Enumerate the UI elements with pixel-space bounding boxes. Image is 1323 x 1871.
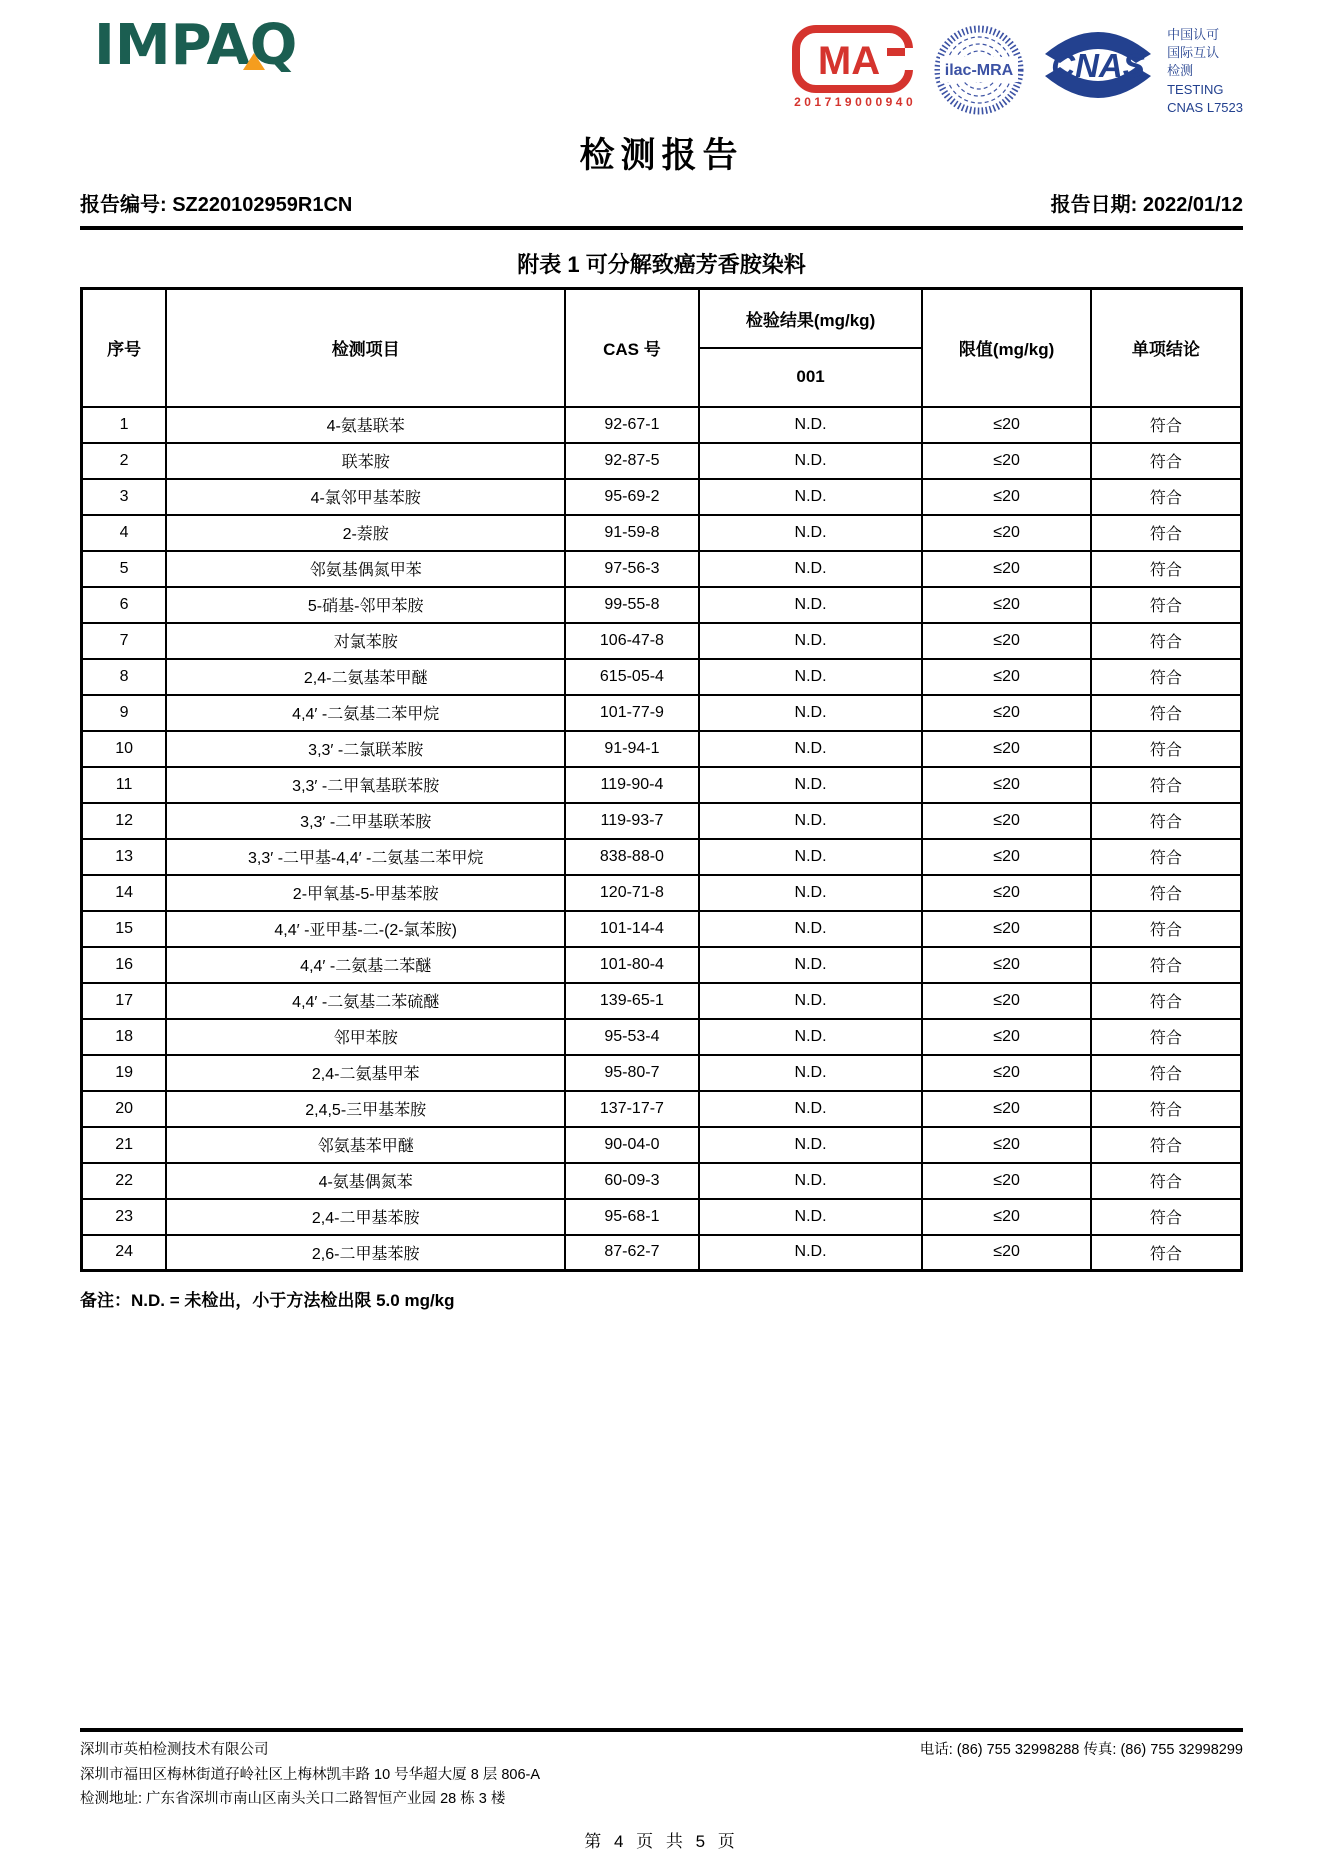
cell-limit: ≤20	[922, 731, 1090, 767]
cell-limit: ≤20	[922, 443, 1090, 479]
cell-item: 2-甲氧基-5-甲基苯胺	[166, 875, 565, 911]
cell-item: 2,4,5-三甲基苯胺	[166, 1091, 565, 1127]
table-row	[82, 911, 1242, 947]
footer-phone-fax: 电话: (86) 755 32998288 传真: (86) 755 32998299	[919, 1742, 1243, 1759]
cell-conclusion: 符合	[1091, 947, 1242, 983]
cell-no: 21	[82, 1127, 167, 1163]
cell-no: 10	[82, 731, 167, 767]
table-row	[82, 443, 1242, 479]
cell-cas: 101-80-4	[565, 947, 698, 983]
cell-conclusion: 符合	[1091, 875, 1242, 911]
cell-result: N.D.	[699, 551, 923, 587]
ilac-mra-stamp-icon	[933, 24, 1025, 116]
cell-no: 17	[82, 983, 167, 1019]
cell-result: N.D.	[699, 731, 923, 767]
table-row	[82, 983, 1242, 1019]
cell-conclusion: 符合	[1091, 911, 1242, 947]
report-number: 报告编号: SZ220102959R1CN	[80, 194, 353, 216]
cell-cas: 95-68-1	[565, 1199, 698, 1235]
cell-conclusion: 符合	[1091, 443, 1242, 479]
cell-item: 邻甲苯胺	[166, 1019, 565, 1055]
footer-company-row	[80, 1738, 1243, 1763]
cell-cas: 99-55-8	[565, 587, 698, 623]
cell-limit: ≤20	[922, 839, 1090, 875]
table-row	[82, 659, 1242, 695]
cell-no: 16	[82, 947, 167, 983]
cell-no: 14	[82, 875, 167, 911]
table-row	[82, 839, 1242, 875]
cnas-line: 国际互认	[1167, 45, 1220, 61]
cell-cas: 139-65-1	[565, 983, 698, 1019]
cell-no: 13	[82, 839, 167, 875]
cell-result: N.D.	[699, 1163, 923, 1199]
cell-item: 邻氨基苯甲醚	[166, 1127, 565, 1163]
cell-result: N.D.	[699, 1127, 923, 1163]
cell-item: 2,4-二氨基苯甲醚	[166, 659, 565, 695]
cell-item: 4-氯邻甲基苯胺	[166, 479, 565, 515]
cell-result: N.D.	[699, 875, 923, 911]
impaq-logo	[80, 13, 298, 78]
cell-conclusion: 符合	[1091, 551, 1242, 587]
cell-result: N.D.	[699, 983, 923, 1019]
cell-item: 4,4′ -二氨基二苯甲烷	[166, 695, 565, 731]
cell-limit: ≤20	[922, 587, 1090, 623]
cell-no: 6	[82, 587, 167, 623]
cell-limit: ≤20	[922, 695, 1090, 731]
cell-no: 24	[82, 1235, 167, 1271]
cell-item: 4,4′ -二氨基二苯硫醚	[166, 983, 565, 1019]
col-header-sample-id: 001	[699, 348, 923, 407]
cell-limit: ≤20	[922, 983, 1090, 1019]
cnas-line: 中国认可	[1167, 27, 1220, 42]
cell-result: N.D.	[699, 947, 923, 983]
cell-limit: ≤20	[922, 659, 1090, 695]
cell-item: 3,3′ -二氯联苯胺	[166, 731, 565, 767]
results-table	[80, 287, 1243, 1272]
cell-result: N.D.	[699, 767, 923, 803]
cell-cas: 95-80-7	[565, 1055, 698, 1091]
results-table-body	[82, 407, 1242, 1271]
cell-conclusion: 符合	[1091, 1127, 1242, 1163]
cell-conclusion: 符合	[1091, 731, 1242, 767]
cell-cas: 92-67-1	[565, 407, 698, 443]
cell-limit: ≤20	[922, 407, 1090, 443]
table-row	[82, 875, 1242, 911]
table-row	[82, 515, 1242, 551]
cell-no: 5	[82, 551, 167, 587]
cell-result: N.D.	[699, 1235, 923, 1271]
cell-no: 15	[82, 911, 167, 947]
cell-no: 20	[82, 1091, 167, 1127]
cnas-logo	[1039, 24, 1243, 117]
cell-no: 23	[82, 1199, 167, 1235]
col-header-no: 序号	[82, 289, 167, 407]
cell-item: 4-氨基偶氮苯	[166, 1163, 565, 1199]
cell-limit: ≤20	[922, 767, 1090, 803]
cell-limit: ≤20	[922, 947, 1090, 983]
cell-limit: ≤20	[922, 911, 1090, 947]
cell-no: 12	[82, 803, 167, 839]
cell-cas: 91-59-8	[565, 515, 698, 551]
cnas-line: CNAS L7523	[1167, 99, 1243, 115]
cell-cas: 95-53-4	[565, 1019, 698, 1055]
cell-result: N.D.	[699, 659, 923, 695]
cell-no: 22	[82, 1163, 167, 1199]
cell-conclusion: 符合	[1091, 1091, 1242, 1127]
cell-cas: 101-14-4	[565, 911, 698, 947]
cell-cas: 95-69-2	[565, 479, 698, 515]
table-row	[82, 1199, 1242, 1235]
cell-conclusion: 符合	[1091, 407, 1242, 443]
cell-limit: ≤20	[922, 1091, 1090, 1127]
table-row	[82, 947, 1242, 983]
cell-cas: 97-56-3	[565, 551, 698, 587]
cell-no: 7	[82, 623, 167, 659]
cell-conclusion: 符合	[1091, 1163, 1242, 1199]
table-title: 附表 1 可分解致癌芳香胺染料	[517, 252, 806, 277]
cell-cas: 87-62-7	[565, 1235, 698, 1271]
cell-item: 4-氨基联苯	[166, 407, 565, 443]
cell-cas: 119-93-7	[565, 803, 698, 839]
cell-conclusion: 符合	[1091, 695, 1242, 731]
cell-limit: ≤20	[922, 1199, 1090, 1235]
cma-label: MA	[818, 39, 881, 83]
cnas-line: 检测	[1167, 63, 1194, 79]
cell-item: 邻氨基偶氮甲苯	[166, 551, 565, 587]
table-row	[82, 1091, 1242, 1127]
cell-cas: 91-94-1	[565, 731, 698, 767]
footer-address-2: 检测地址: 广东省深圳市南山区南头关口二路智恒产业园 28 栋 3 楼	[80, 1791, 506, 1808]
cell-no: 2	[82, 443, 167, 479]
col-header-conclusion: 单项结论	[1091, 289, 1242, 407]
cell-conclusion: 符合	[1091, 983, 1242, 1019]
cell-result: N.D.	[699, 515, 923, 551]
cell-limit: ≤20	[922, 515, 1090, 551]
report-note: 备注：N.D. = 未检出，小于方法检出限 5.0 mg/kg	[80, 1291, 455, 1310]
cell-result: N.D.	[699, 479, 923, 515]
cma-badge-icon	[791, 24, 919, 94]
cell-item: 2-萘胺	[166, 515, 565, 551]
cell-limit: ≤20	[922, 1127, 1090, 1163]
table-row	[82, 767, 1242, 803]
cell-limit: ≤20	[922, 1019, 1090, 1055]
table-row	[82, 587, 1242, 623]
cell-limit: ≤20	[922, 551, 1090, 587]
col-header-limit: 限值(mg/kg)	[922, 289, 1090, 407]
cell-cas: 137-17-7	[565, 1091, 698, 1127]
cell-result: N.D.	[699, 407, 923, 443]
table-row	[82, 1163, 1242, 1199]
cell-cas: 838-88-0	[565, 839, 698, 875]
cell-no: 3	[82, 479, 167, 515]
impaq-triangle-icon	[243, 53, 265, 70]
cell-cas: 106-47-8	[565, 623, 698, 659]
cell-item: 2,6-二甲基苯胺	[166, 1235, 565, 1271]
table-row	[82, 1235, 1242, 1271]
cell-no: 4	[82, 515, 167, 551]
cell-result: N.D.	[699, 623, 923, 659]
cell-conclusion: 符合	[1091, 1019, 1242, 1055]
cell-result: N.D.	[699, 695, 923, 731]
cell-limit: ≤20	[922, 1163, 1090, 1199]
table-row	[82, 803, 1242, 839]
ilac-mra-label: ilac-MRA	[944, 62, 1014, 79]
table-row	[82, 1019, 1242, 1055]
cell-item: 3,3′ -二甲基联苯胺	[166, 803, 565, 839]
cell-cas: 60-09-3	[565, 1163, 698, 1199]
cell-result: N.D.	[699, 1199, 923, 1235]
cell-item: 3,3′ -二甲氧基联苯胺	[166, 767, 565, 803]
cell-conclusion: 符合	[1091, 587, 1242, 623]
page-header	[80, 13, 1243, 122]
cell-result: N.D.	[699, 1091, 923, 1127]
col-header-item: 检测项目	[166, 289, 565, 407]
cell-conclusion: 符合	[1091, 659, 1242, 695]
report-title: 检测报告	[579, 136, 744, 175]
cell-limit: ≤20	[922, 1235, 1090, 1271]
report-date: 报告日期: 2022/01/12	[1050, 194, 1243, 216]
cell-conclusion: 符合	[1091, 515, 1242, 551]
page-footer	[80, 1728, 1243, 1857]
col-header-cas: CAS 号	[565, 289, 698, 407]
table-row	[82, 551, 1242, 587]
cell-conclusion: 符合	[1091, 767, 1242, 803]
report-meta	[80, 188, 1243, 230]
cell-limit: ≤20	[922, 623, 1090, 659]
cell-conclusion: 符合	[1091, 839, 1242, 875]
cell-no: 9	[82, 695, 167, 731]
cell-limit: ≤20	[922, 875, 1090, 911]
cell-result: N.D.	[699, 443, 923, 479]
table-row	[82, 731, 1242, 767]
cma-number: 201719000940	[794, 95, 917, 109]
cell-item: 对氯苯胺	[166, 623, 565, 659]
table-row	[82, 1055, 1242, 1091]
cell-no: 18	[82, 1019, 167, 1055]
cell-cas: 615-05-4	[565, 659, 698, 695]
cell-no: 8	[82, 659, 167, 695]
cell-conclusion: 符合	[1091, 1235, 1242, 1271]
cell-cas: 101-77-9	[565, 695, 698, 731]
cell-result: N.D.	[699, 1055, 923, 1091]
cell-conclusion: 符合	[1091, 623, 1242, 659]
cell-cas: 90-04-0	[565, 1127, 698, 1163]
page-number: 第 4 页 共 5 页	[584, 1832, 739, 1852]
cell-cas: 120-71-8	[565, 875, 698, 911]
impaq-logo-text: IMPAQ	[94, 13, 298, 78]
certification-marks	[791, 24, 1243, 117]
table-row	[82, 407, 1242, 443]
table-row	[82, 1127, 1242, 1163]
cell-no: 19	[82, 1055, 167, 1091]
table-row	[82, 623, 1242, 659]
cell-item: 4,4′ -亚甲基-二-(2-氯苯胺)	[166, 911, 565, 947]
table-row	[82, 695, 1242, 731]
col-header-result: 检验结果(mg/kg)	[699, 289, 923, 348]
cell-conclusion: 符合	[1091, 803, 1242, 839]
cell-result: N.D.	[699, 1019, 923, 1055]
cnas-line: TESTING	[1167, 81, 1224, 97]
cell-item: 4,4′ -二氨基二苯醚	[166, 947, 565, 983]
cnas-label: CNAS	[1051, 47, 1145, 84]
cell-limit: ≤20	[922, 803, 1090, 839]
cell-result: N.D.	[699, 587, 923, 623]
cell-limit: ≤20	[922, 1055, 1090, 1091]
cell-item: 2,4-二氨基甲苯	[166, 1055, 565, 1091]
cma-logo	[791, 24, 919, 109]
cell-item: 3,3′ -二甲基-4,4′ -二氨基二苯甲烷	[166, 839, 565, 875]
cell-no: 1	[82, 407, 167, 443]
cell-limit: ≤20	[922, 479, 1090, 515]
footer-company: 深圳市英柏检测技术有限公司	[80, 1742, 269, 1759]
cell-cas: 92-87-5	[565, 443, 698, 479]
cnas-text-block	[1167, 24, 1243, 117]
cell-conclusion: 符合	[1091, 1055, 1242, 1091]
cell-item: 2,4-二甲基苯胺	[166, 1199, 565, 1235]
cell-result: N.D.	[699, 803, 923, 839]
cell-cas: 119-90-4	[565, 767, 698, 803]
table-row	[82, 479, 1242, 515]
cell-result: N.D.	[699, 911, 923, 947]
cell-item: 联苯胺	[166, 443, 565, 479]
cell-conclusion: 符合	[1091, 479, 1242, 515]
cell-item: 5-硝基-邻甲苯胺	[166, 587, 565, 623]
cell-no: 11	[82, 767, 167, 803]
cell-conclusion: 符合	[1091, 1199, 1242, 1235]
cnas-badge-icon	[1039, 24, 1157, 106]
cell-result: N.D.	[699, 839, 923, 875]
footer-address-1: 深圳市福田区梅林街道孖岭社区上梅林凯丰路 10 号华超大厦 8 层 806-A	[80, 1766, 541, 1783]
